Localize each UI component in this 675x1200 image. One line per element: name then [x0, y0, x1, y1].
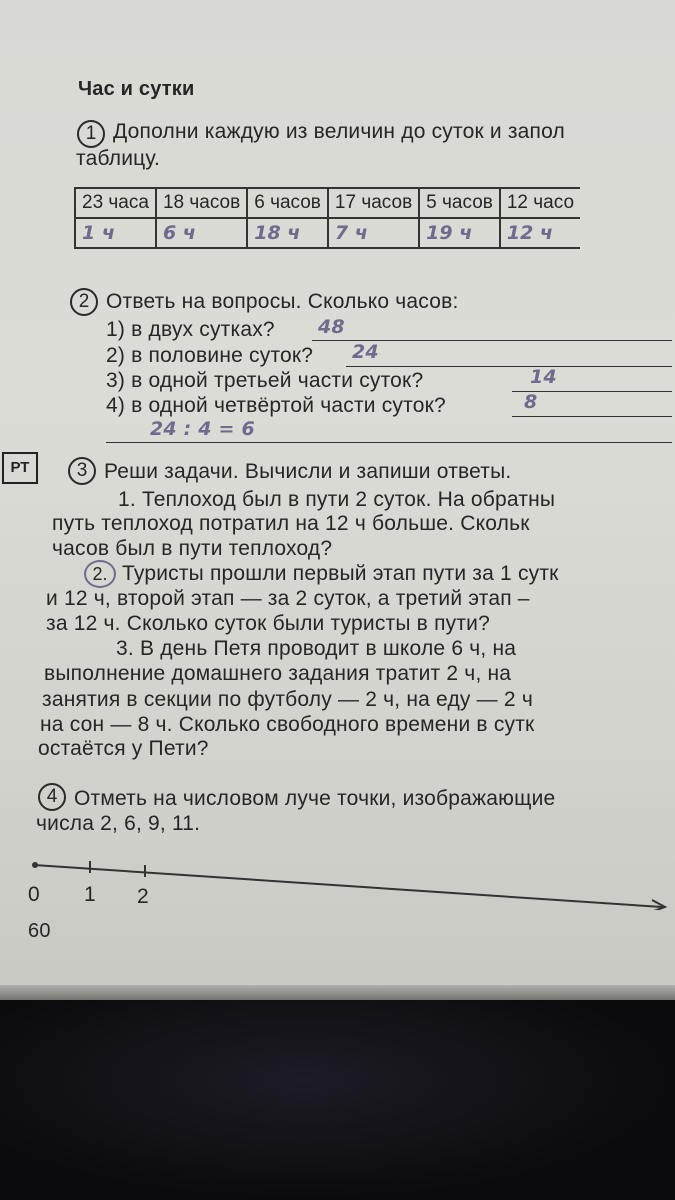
- page-title: Час и сутки: [78, 78, 195, 100]
- table-cell: 23 часа: [75, 188, 156, 218]
- problem-text: остаётся у Пети?: [38, 737, 209, 760]
- ray-label: 2: [137, 885, 149, 908]
- task-text: таблицу.: [76, 147, 160, 170]
- task-text: числа 2, 6, 9, 11.: [36, 812, 201, 835]
- question-text: 4) в одной четвёртой части суток?: [106, 394, 446, 417]
- problem-text: за 12 ч. Сколько суток были туристы в пути?: [46, 612, 490, 635]
- circled-problem-number: 2.: [84, 560, 116, 588]
- task-number: 3: [68, 457, 96, 485]
- problem-text: на сон — 8 ч. Сколько свободного времени в сутк: [40, 713, 535, 736]
- handwritten-answer: 7 ч: [328, 218, 419, 248]
- handwritten-answer: 18 ч: [247, 218, 328, 248]
- answer-line: [346, 366, 672, 367]
- problem-text: занятия в секции по футболу — 2 ч, на еду — 2 ч: [42, 688, 533, 711]
- table-cell: 12 часо: [500, 188, 580, 218]
- handwritten-work: 24 : 4 = 6: [150, 418, 255, 440]
- answer-line: [106, 442, 672, 443]
- task-text: Реши задачи. Вычисли и запиши ответы.: [104, 460, 512, 483]
- problem-text: часов был в пути теплоход?: [52, 537, 333, 560]
- table-cell: 6 часов: [247, 188, 328, 218]
- table-row: [75, 218, 580, 248]
- task-number: 1: [77, 120, 105, 148]
- ray-label: 0: [28, 883, 40, 906]
- problem-text: 1. Теплоход был в пути 2 суток. На обратны: [118, 488, 556, 511]
- handwritten-answer: 8: [524, 391, 538, 413]
- problem-text: выполнение домашнего задания тратит 2 ч, на: [44, 662, 512, 685]
- task-text: Ответь на вопросы. Сколько часов:: [106, 290, 459, 313]
- problem-text: и 12 ч, второй этап — за 2 суток, а третий этап –: [46, 587, 530, 610]
- question-text: 3) в одной третьей части суток?: [106, 369, 424, 392]
- handwritten-answer: 14: [530, 366, 557, 388]
- workbook-badge: РТ: [2, 452, 38, 484]
- ray-label: 1: [84, 883, 96, 906]
- answer-line: [512, 416, 672, 417]
- handwritten-answer: 1 ч: [75, 218, 156, 248]
- handwritten-answer: 19 ч: [419, 218, 500, 248]
- table-row: [75, 188, 580, 218]
- handwritten-answer: 24: [352, 341, 379, 363]
- table-cell: 18 часов: [156, 188, 247, 218]
- problem-text: Туристы прошли первый этап пути за 1 сутк: [122, 562, 559, 585]
- problem-text: путь теплоход потратил на 12 ч больше. Скольк: [52, 512, 530, 535]
- question-text: 2) в половине суток?: [106, 344, 314, 367]
- task-text: Отметь на числовом луче точки, изображающие: [74, 787, 556, 810]
- question-text: 1) в двух сутках?: [106, 318, 275, 341]
- page-number: 60: [28, 920, 51, 942]
- table-cell: 17 часов: [328, 188, 419, 218]
- problem-text: 3. В день Петя проводит в школе 6 ч, на: [116, 637, 517, 660]
- hours-table: [74, 187, 580, 249]
- table-cell: 5 часов: [419, 188, 500, 218]
- handwritten-answer: 12 ч: [500, 218, 580, 248]
- handwritten-answer: 48: [318, 316, 345, 338]
- task-text: Дополни каждую из величин до суток и запол: [113, 120, 566, 143]
- task-number: 2: [70, 288, 98, 316]
- handwritten-answer: 6 ч: [156, 218, 247, 248]
- number-ray: [0, 850, 675, 910]
- background-fabric: [0, 1000, 675, 1200]
- task-number: 4: [38, 783, 66, 811]
